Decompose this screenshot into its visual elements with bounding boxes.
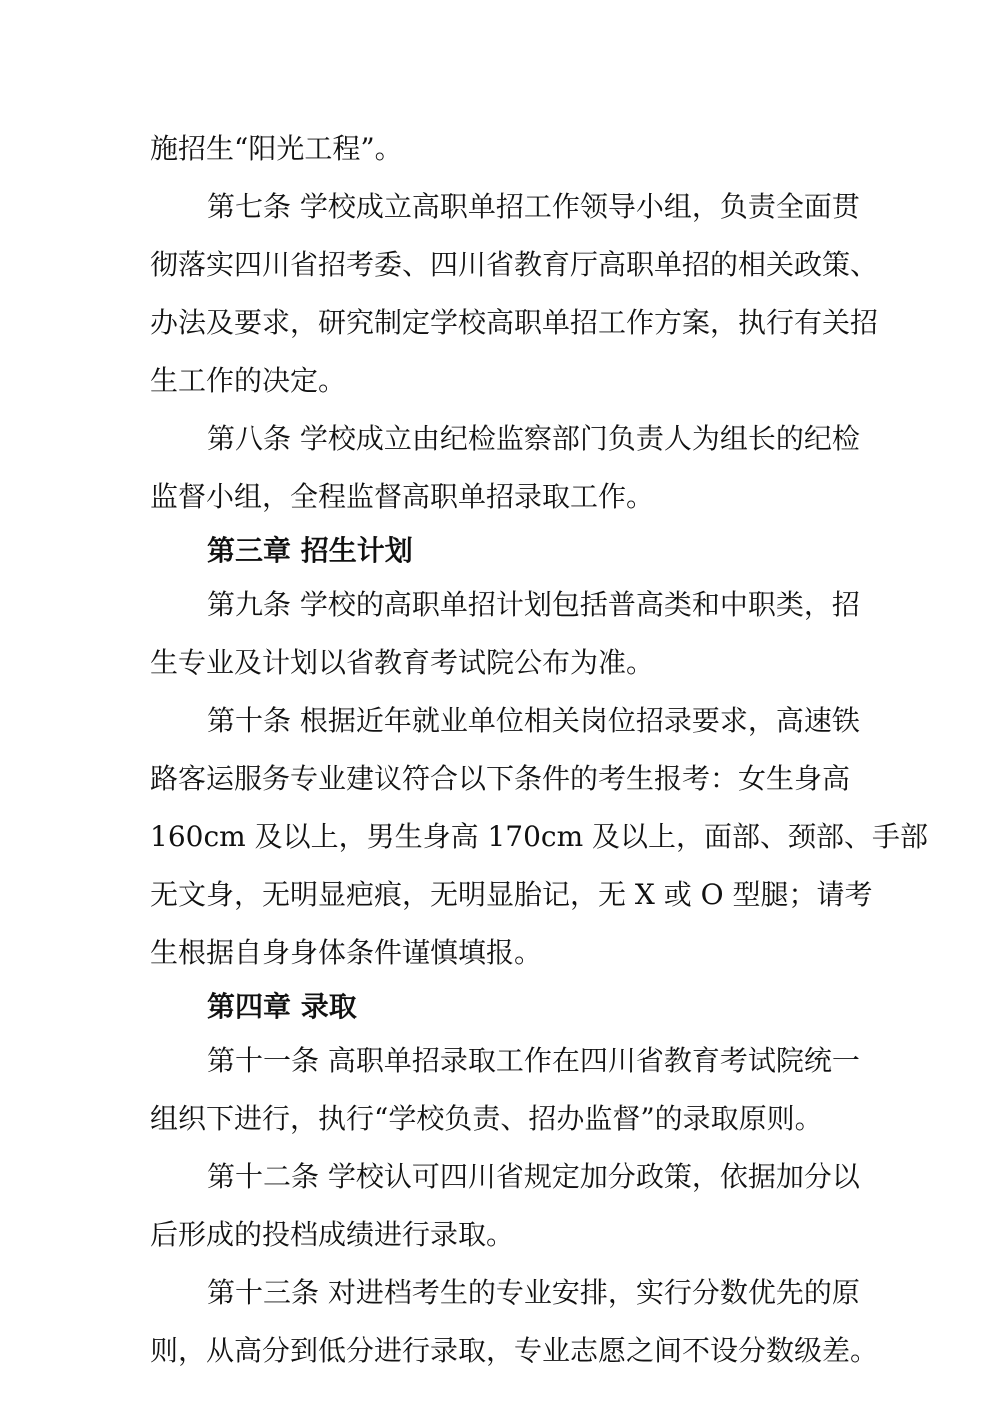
article-10-line-1: 第十条 根据近年就业单位相关岗位招录要求，高速铁 [207,704,860,737]
chapter-3-heading: 第三章 招生计划 [207,534,413,567]
article-11-line-1: 第十一条 高职单招录取工作在四川省教育考试院统一 [207,1044,860,1077]
text-line: 生工作的决定。 [150,364,347,397]
text-line: 生根据自身身体条件谨慎填报。 [150,936,543,969]
text-line: 监督小组，全程监督高职单招录取工作。 [150,480,655,513]
text-line: 施招生“阳光工程”。 [150,132,403,165]
text-line: 则，从高分到低分进行录取，专业志愿之间不设分数级差。 [150,1334,879,1367]
text-line: 办法及要求，研究制定学校高职单招工作方案，执行有关招 [150,306,879,339]
text-line: 无文身，无明显疤痕，无明显胎记，无 X 或 O 型腿；请考 [150,878,873,911]
article-8-line-1: 第八条 学校成立由纪检监察部门负责人为组长的纪检 [207,422,860,455]
text-line: 生专业及计划以省教育考试院公布为准。 [150,646,655,679]
text-line: 后形成的投档成绩进行录取。 [150,1218,515,1251]
text-line: 彻落实四川省招考委、四川省教育厅高职单招的相关政策、 [150,248,879,281]
article-7-line-1: 第七条 学校成立高职单招工作领导小组，负责全面贯 [207,190,860,223]
text-line: 160cm 及以上，男生身高 170cm 及以上，面部、颈部、手部 [150,820,929,853]
text-line: 路客运服务专业建议符合以下条件的考生报考：女生身高 [150,762,851,795]
chapter-4-heading: 第四章 录取 [207,990,357,1023]
text-line: 组织下进行，执行“学校负责、招办监督”的录取原则。 [150,1102,823,1135]
article-12-line-1: 第十二条 学校认可四川省规定加分政策，依据加分以 [207,1160,860,1193]
article-9-line-1: 第九条 学校的高职单招计划包括普高类和中职类，招 [207,588,860,621]
article-13-line-1: 第十三条 对进档考生的专业安排，实行分数优先的原 [207,1276,860,1309]
